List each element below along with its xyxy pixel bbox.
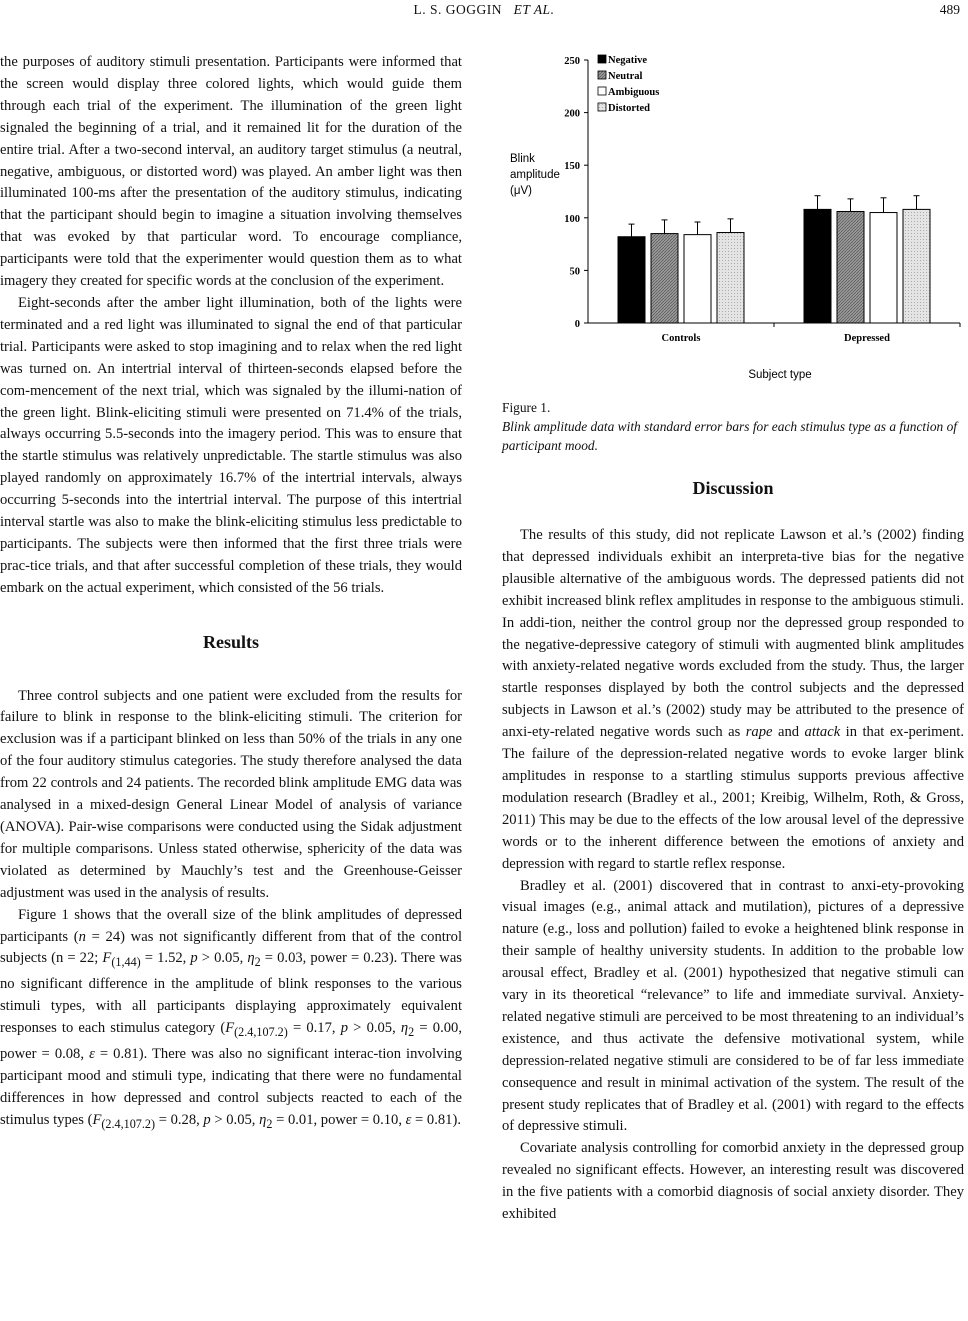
discussion-heading-wrap	[502, 478, 964, 499]
legend-label-neutral: Neutral	[608, 71, 643, 82]
body-paragraph: the purposes of auditory stimuli presentation. Participants were informed that the screen would display three colored lights, which would guide them through each trial of the experiment. The illumination of the green light signaled the beginning of a trial, and it remained lit for the duration of the entire trial. After a two-second interval, an auditory target stimulus (a neutral, negative, ambiguous, or distorted word) was played. An amber light was then illuminated 100-ms after the presentation of the auditory stimulus, indicating that the participant should begin to imagine a situation involving themselves that was evoked by that particular word. To encourage compliance, participants were told that the experimenter would question them as to what imagery they created for specific words at the conclusion of the experiment.	[0, 54, 462, 290]
bar-neutral-controls	[651, 234, 678, 323]
body-paragraph: Bradley et al. (2001) discovered that in contrast to anxi-ety-provoking visual images (e.g., animal attack and mutilation), pictures of a depressive nature (e.g., loss and pollution) failed to evoke a heightened blink response in their sample of healthy university students. In addition to the probable low arousal effect, Bradley et al. (2001) hypothesized that negative stimuli can vary in its theoretical “relevance” to life and immediate survival. Anxiety-related negative stimuli are perceived to be most threatening to an individual’s existence, and thus activate the defensive motivational system, while depression-related negative stimuli are considered to be of far less immediate consequence and result in minimal activation of the system. The result of the present study replicates that of Bradley et al. (2001) with regard to the effects of depressive stimuli.	[502, 877, 964, 1135]
bar-distorted-controls	[717, 233, 744, 323]
legend-swatch-ambiguous	[598, 87, 606, 95]
running-head	[0, 2, 968, 18]
legend-label-negative: Negative	[608, 55, 648, 66]
y-axis	[564, 56, 588, 330]
y-tick-label: 50	[569, 266, 580, 278]
y-tick-label: 200	[564, 108, 580, 120]
bar-distorted-depressed	[903, 209, 930, 323]
figure-caption-label: Figure 1.	[502, 400, 551, 415]
x-category-label-controls: Controls	[661, 333, 701, 344]
blink-amplitude-chart	[502, 40, 964, 390]
x-axis	[588, 323, 960, 344]
right-column	[502, 525, 964, 1226]
legend-swatch-neutral	[598, 71, 606, 79]
left-column	[0, 52, 462, 1135]
legend-label-ambiguous: Ambiguous	[608, 87, 660, 98]
y-tick-label: 250	[564, 56, 580, 67]
figure-description-paragraph: Figure 1 shows that the overall size of the blink amplitudes of depressed participants (n = 24) was not significantly different from that of the control subjects (n = 22; $F_{(1,44)} = 1.52$, p > 0.05, $\eta_2 = 0.03$, power = 0.23). There was no significant difference in the amplitude of blink responses to the various stimuli types, with all participants displaying approximately equivalent responses to each stimulus category ($F_{(2.4,107.2)} = 0.17$, p > 0.05, $\eta_2 = 0.00$, power = 0.08, ε = 0.81). There was also no significant interac-tion involving participant mood and stimuli type, indicating that there were no fundamental differences in how depressed and control subjects reacted to each of the stimulus types ($F_{(2.4,107.2)} = 0.28$, p > 0.05, $\eta_2 = 0.01$, power = 0.10, ε = 0.81).	[0, 906, 463, 1131]
figure-caption-text: Blink amplitude data with standard error bars for each stimulus type as a function of participant mood.	[502, 419, 958, 453]
figure-caption	[502, 398, 964, 455]
page-number: 489	[939, 2, 960, 17]
legend-swatch-distorted	[598, 103, 606, 111]
x-axis-label: Subject type	[748, 369, 812, 381]
figure-1	[502, 40, 964, 400]
bar-neutral-depressed	[837, 211, 864, 323]
body-paragraph: Eight-seconds after the amber light illumination, both of the lights were terminated and a red light was illuminated to signal the end of that particular trial. Participants were asked to stop imagining and to relax when the red light was turned on. An intertrial interval of thirteen-seconds elapsed before the com-mencement of the next trial, which was signaled by the illumi-nation of the green light. Blink-eliciting stimuli were presented on 71.4% of the trials, always occurring 5.5-seconds into the imagery period. This was to ensure that the startle stimulus was relatively unpredictable. The startle stimulus was also played randomly on approximately 16.7% of the intertrial intervals, always occurring 5-seconds into the intertrial interval. The purpose of this intertrial interval startle was also to make the blink-eliciting stimulus less predictable to participants. The subjects were then informed that the first three trials were prac-tice trials, and that after successful completion of these trials, they would embark on the actual experiment, which consisted of the 56 trials.	[0, 294, 462, 596]
body-paragraph: The results of this study, did not replicate Lawson et al.’s (2002) finding that depressed individuals exhibit an interpreta-tive bias for the negative plausible alternative of the ambiguous words. The depressed patients did not exhibit increased blink reflex amplitudes in response to the ambiguous stimuli. In addi-tion, neither the control group nor the depressed group responded to the negative-depressive category of stimuli with augmented blink amplitudes with anxiety-related negative words excluded from the study. Thus, the larger startle responses displayed by both the control subjects and the depressed subjects in Lawson et al.’s (2002) study may be attributed to the presence of anxi-ety-related negative words such as rape and attack in that ex-periment. The failure of the depression-related negative words to evoke larger blink amplitudes in response to a startling stimulus supports previous affective modulation research (Bradley et al., 2001; Kreibig, Wilhelm, Roth, & Gross, 2011) This may be due to the effects of the low arousal level of the depressive words or to the inherent difference between the emotions of anxiety and depression with regard to startle reflex response.	[502, 527, 964, 872]
running-head-etal: ET AL.	[513, 2, 555, 17]
y-axis-label-line-2: amplitude	[510, 169, 560, 181]
results-heading: Results	[202, 631, 259, 652]
legend-swatch-negative	[598, 55, 606, 63]
y-tick-label: 150	[564, 161, 580, 173]
y-axis-label-line-1: Blink	[510, 153, 535, 165]
running-head-author: L. S. GOGGIN	[413, 2, 503, 17]
legend-label-distorted: Distorted	[608, 103, 650, 114]
bar-negative-depressed	[804, 209, 831, 323]
bar-ambiguous-depressed	[870, 213, 897, 323]
discussion-heading: Discussion	[692, 478, 774, 498]
body-paragraph: Three control subjects and one patient were excluded from the results for failure to blink in response to the blink-eliciting stimuli. The criterion for exclusion was if a participant blinked on less than 50% of the trials in any one of the four auditory stimulus categories. The study therefore analysed the data from 22 controls and 24 patients. The recorded blink amplitude EMG data was analysed in a mixed-design General Linear Model of analysis of variance (ANOVA). Pair-wise comparisons were conducted using the Sidak adjustment for multiple comparisons. Unless stated otherwise, sphericity of the data was violated as determined by Mauchly’s test and the Greenhouse-Geisser adjustment was used in the analysis of results.	[0, 687, 462, 901]
bar-negative-controls	[618, 237, 645, 323]
bars	[618, 196, 930, 323]
page-header	[0, 0, 968, 22]
y-tick-label: 0	[574, 319, 580, 330]
x-category-label-depressed: Depressed	[844, 333, 890, 344]
body-paragraph: Covariate analysis controlling for comorbid anxiety in the depressed group revealed no significant effects. However, an interesting result was discovered in the five patients with a comorbid diagnosis of social anxiety disorder. They exhibited	[502, 1140, 964, 1223]
y-axis-label-line-3: (μV)	[510, 185, 532, 197]
bar-ambiguous-controls	[684, 235, 711, 323]
y-tick-label: 100	[564, 213, 580, 225]
legend	[598, 55, 659, 114]
